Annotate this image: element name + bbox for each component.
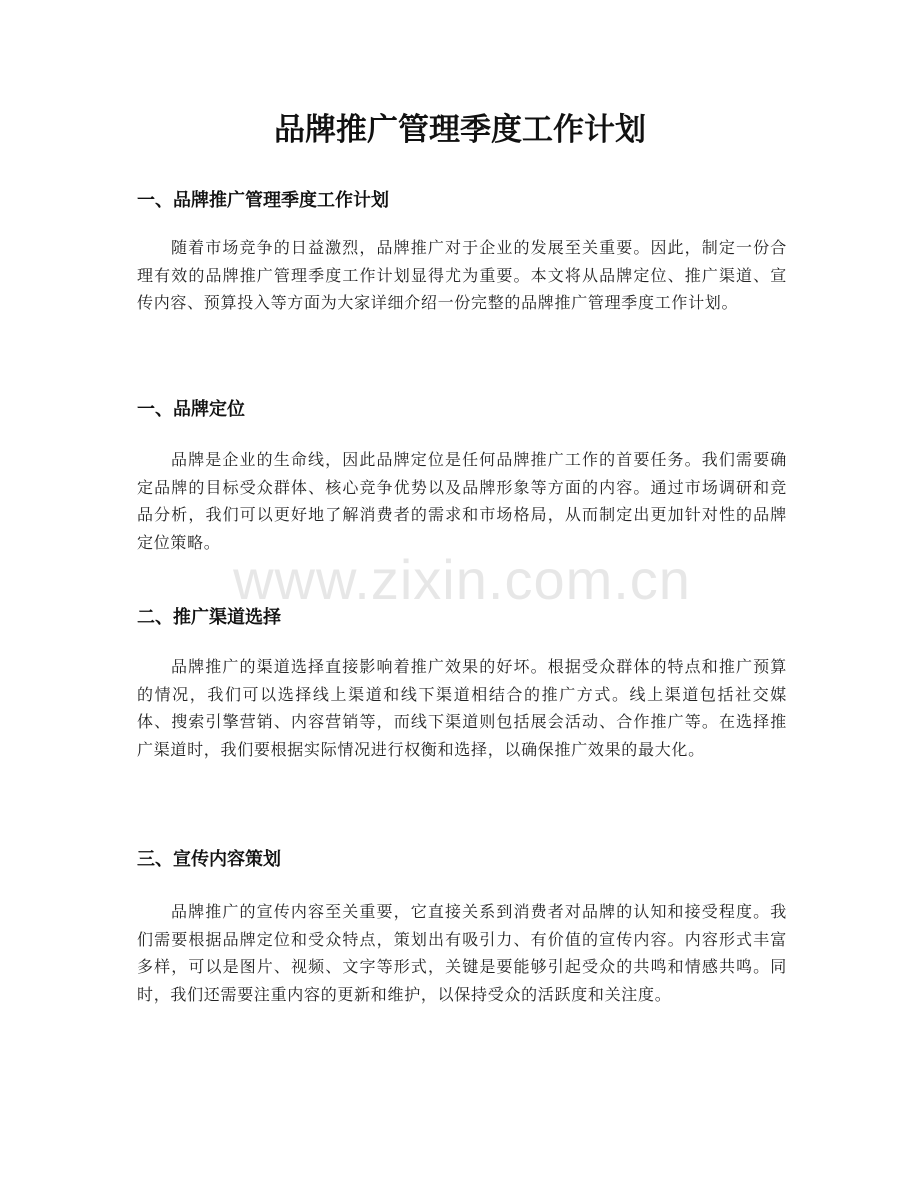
page-title: 品牌推广管理季度工作计划 xyxy=(274,112,646,148)
section-paragraph-brand-positioning: 品牌是企业的生命线，因此品牌定位是任何品牌推广工作的首要任务。我们需要确定品牌的目标受众群体、核心竞争优势以及品牌形象等方面的内容。通过市场调研和竞品分析，我们可以更好地了解消费者的需求和市场格局，从而制定出更加针对性的品牌定位策略。 xyxy=(137,450,787,552)
watermark: www.zixin.com.cn xyxy=(233,548,691,611)
section-heading-channel-selection: 二、推广渠道选择 xyxy=(137,607,281,628)
section-heading-content-planning: 三、宣传内容策划 xyxy=(137,849,281,870)
section-heading-intro: 一、品牌推广管理季度工作计划 xyxy=(137,190,389,211)
section-paragraph-content-planning: 品牌推广的宣传内容至关重要，它直接关系到消费者对品牌的认知和接受程度。我们需要根据品牌定位和受众特点，策划出有吸引力、有价值的宣传内容。内容形式丰富多样，可以是图片、视频、文字等形式，关键是要能够引起受众的共鸣和情感共鸣。同时，我们还需要注重内容的更新和维护，以保持受众的活跃度和关注度。 xyxy=(137,902,787,1004)
section-paragraph-channel-selection: 品牌推广的渠道选择直接影响着推广效果的好坏。根据受众群体的特点和推广预算的情况，我们可以选择线上渠道和线下渠道相结合的推广方式。线上渠道包括社交媒体、搜索引擎营销、内容营销等，而线下渠道则包括展会活动、合作推广等。在选择推广渠道时，我们要根据实际情况进行权衡和选择，以确保推广效果的最大化。 xyxy=(137,657,787,759)
section-paragraph-intro: 随着市场竞争的日益激烈，品牌推广对于企业的发展至关重要。因此，制定一份合理有效的品牌推广管理季度工作计划显得尤为重要。本文将从品牌定位、推广渠道、宣传内容、预算投入等方面为大家详细介绍一份完整的品牌推广管理季度工作计划。 xyxy=(137,238,787,312)
section-heading-brand-positioning: 一、品牌定位 xyxy=(137,399,245,420)
